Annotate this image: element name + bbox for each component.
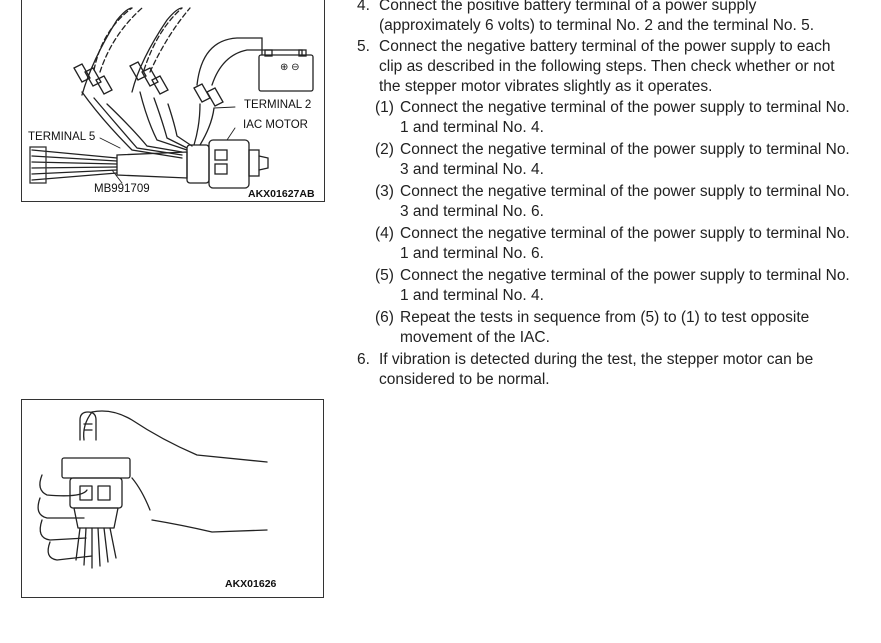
procedure-steps	[352, 0, 852, 391]
figure-code: AKX01626	[225, 578, 277, 590]
wiring-diagram-figure	[21, 0, 325, 202]
terminal-2-label: TERMINAL 2	[244, 99, 312, 111]
step-number: 6.	[357, 351, 370, 368]
substep-number: (4)	[375, 225, 394, 242]
substep-6	[352, 308, 852, 348]
hand-holding-motor-figure	[21, 399, 324, 598]
substep-text: Repeat the tests in sequence from (5) to (1) to test opposite movement of the IAC.	[400, 309, 810, 346]
battery-terminal-symbols: ⊕ ⊖	[280, 62, 300, 73]
substep-number: (3)	[375, 183, 394, 200]
step-text: If vibration is detected during the test, the stepper motor can be considered to be normal.	[379, 351, 814, 388]
figure-code: AKX01627AB	[248, 188, 315, 200]
substep-3	[352, 182, 852, 222]
step-text: Connect the negative battery terminal of the power supply to each clip as described in the following steps. Then check whether or not the stepper motor vibrates slightly as it operates.	[379, 38, 835, 95]
hand-holding-motor-illustration	[22, 400, 325, 599]
substep-text: Connect the negative terminal of the power supply to terminal No. 3 and terminal No. 4.	[400, 141, 850, 178]
substep-text: Connect the negative terminal of the power supply to terminal No. 1 and terminal No. 4.	[400, 267, 850, 304]
substep-number: (2)	[375, 141, 394, 158]
step-4	[352, 0, 852, 36]
substep-number: (6)	[375, 309, 394, 326]
substep-text: Connect the negative terminal of the power supply to terminal No. 3 and terminal No. 6.	[400, 183, 850, 220]
tool-number-label: MB991709	[94, 183, 150, 195]
terminal-5-label: TERMINAL 5	[28, 131, 96, 143]
substep-2	[352, 140, 852, 180]
substep-text: Connect the negative terminal of the power supply to terminal No. 1 and terminal No. 6.	[400, 225, 850, 262]
step-number: 5.	[357, 38, 370, 55]
substep-text: Connect the negative terminal of the power supply to terminal No. 1 and terminal No. 4.	[400, 99, 850, 136]
substep-number: (5)	[375, 267, 394, 284]
substep-number: (1)	[375, 99, 394, 116]
substep-1	[352, 98, 852, 138]
step-6	[352, 350, 852, 390]
iac-motor-label: IAC MOTOR	[243, 119, 308, 131]
substep-4	[352, 224, 852, 264]
step-number: 4.	[357, 0, 370, 14]
step-text: Connect the positive battery terminal of a power supply (approximately 6 volts) to terminal No. 2 and the terminal No. 5.	[379, 0, 815, 34]
substep-5	[352, 266, 852, 306]
step-5	[352, 37, 852, 97]
